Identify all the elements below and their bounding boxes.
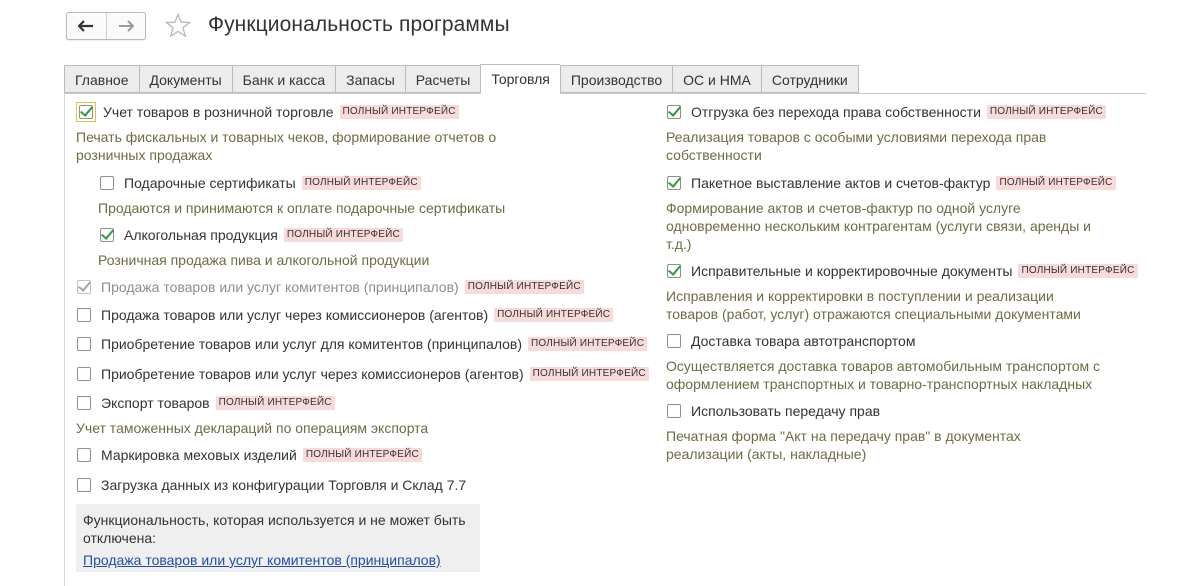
option-label: Загрузка данных из конфигурации Торговля и Склад 7.7 (101, 477, 467, 493)
arrow-right-icon (118, 20, 134, 32)
navigation-buttons (66, 12, 146, 40)
tab-main[interactable]: Главное (64, 65, 139, 93)
checkbox-checked-icon[interactable] (667, 176, 681, 190)
option-description: Осуществляется доставка товаров автомобильным транспортом с оформлением транспортных и товарно-транспортных накладных (666, 358, 1101, 392)
option-label: Алкогольная продукция (124, 227, 278, 243)
option-label: Использовать передачу прав (691, 403, 881, 419)
option-description: Формирование актов и счетов-фактур по одной услуге одновременно нескольким контрагентам (услуги связи, аренды и т.д.) (666, 200, 1091, 252)
full-interface-badge: ПОЛНЫЙ ИНТЕРФЕЙС (528, 337, 647, 351)
full-interface-badge: ПОЛНЫЙ ИНТЕРФЕЙС (494, 308, 613, 322)
info-text: Функциональность, которая используется и не может быть отключена: (83, 512, 466, 546)
option-purchase-for-principals[interactable] (77, 335, 647, 353)
checkbox-icon[interactable] (667, 334, 681, 348)
option-label: Маркировка меховых изделий (101, 447, 297, 463)
option-fur-marking[interactable] (77, 446, 422, 464)
option-label: Учет товаров в розничной торговле (103, 104, 334, 120)
option-label: Подарочные сертификаты (124, 175, 296, 191)
full-interface-badge: ПОЛНЫЙ ИНТЕРФЕЙС (1018, 264, 1137, 278)
info-panel (76, 504, 480, 572)
option-shipment-without-ownership[interactable] (667, 103, 1106, 121)
option-retail-accounting[interactable] (79, 103, 459, 121)
tab-bar (64, 64, 859, 94)
checkbox-icon[interactable] (100, 176, 114, 190)
option-agent-sales[interactable] (77, 306, 613, 324)
full-interface-badge: ПОЛНЫЙ ИНТЕРФЕЙС (530, 367, 649, 381)
option-label: Экспорт товаров (101, 395, 210, 411)
checkbox-checked-disabled-icon (77, 280, 91, 294)
option-description: Учет таможенных деклараций по операциям экспорта (76, 420, 429, 436)
full-interface-badge: ПОЛНЫЙ ИНТЕРФЕЙС (996, 176, 1115, 190)
checkbox-checked-icon[interactable] (667, 105, 681, 119)
arrow-left-icon (78, 20, 94, 32)
tab-fixed-assets[interactable]: ОС и НМА (672, 65, 761, 93)
option-batch-acts-invoices[interactable] (667, 174, 1116, 192)
panel-border (64, 93, 65, 586)
option-label: Пакетное выставление актов и счетов-фактур (691, 175, 991, 191)
option-label: Продажа товаров или услуг через комиссионеров (агентов) (101, 307, 489, 323)
option-load-trade-warehouse-77[interactable] (77, 476, 466, 494)
checkbox-icon[interactable] (77, 367, 91, 381)
option-description: Исправления и корректировки в поступлении и реализации товаров (работ, услуг) отражаются специальными документами (666, 288, 1081, 322)
option-label: Отгрузка без перехода права собственности (691, 104, 981, 120)
full-interface-badge: ПОЛНЫЙ ИНТЕРФЕЙС (465, 280, 584, 294)
option-rights-transfer[interactable] (667, 402, 880, 420)
full-interface-badge: ПОЛНЫЙ ИНТЕРФЕЙС (987, 105, 1106, 119)
option-alcohol-products[interactable] (100, 226, 403, 244)
option-label: Доставка товара автотранспортом (691, 333, 916, 349)
checkbox-icon[interactable] (77, 337, 91, 351)
tab-inventory[interactable]: Запасы (335, 65, 405, 93)
option-description: Розничная продажа пива и алкогольной продукции (98, 252, 430, 268)
checkbox-icon[interactable] (667, 404, 681, 418)
tab-employees[interactable]: Сотрудники (761, 65, 859, 93)
full-interface-badge: ПОЛНЫЙ ИНТЕРФЕЙС (216, 396, 335, 410)
option-label: Приобретение товаров или услуг для комитентов (принципалов) (101, 336, 523, 352)
tab-production[interactable]: Производство (560, 65, 672, 93)
option-purchase-via-agents[interactable] (77, 365, 649, 383)
page-title: Функциональность программы (208, 13, 510, 36)
option-description: Печать фискальных и товарных чеков, формирование отчетов о розничных продажах (76, 129, 497, 163)
option-gift-certificates[interactable] (100, 174, 421, 192)
checkbox-icon[interactable] (77, 478, 91, 492)
option-vehicle-delivery[interactable] (667, 332, 915, 350)
full-interface-badge: ПОЛНЫЙ ИНТЕРФЕЙС (340, 105, 459, 119)
full-interface-badge: ПОЛНЫЙ ИНТЕРФЕЙС (284, 228, 403, 242)
checkbox-checked-icon[interactable] (667, 264, 681, 278)
option-description: Продаются и принимаются к оплате подарочные сертификаты (98, 200, 506, 216)
focus-frame (76, 102, 96, 122)
checkbox-checked-icon[interactable] (100, 228, 114, 242)
tab-settlements[interactable]: Расчеты (405, 65, 481, 93)
checkbox-icon[interactable] (77, 448, 91, 462)
option-label: Исправительные и корректировочные документы (691, 263, 1013, 279)
tab-trade[interactable]: Торговля (480, 64, 559, 94)
forward-button[interactable] (106, 13, 146, 39)
checkbox-checked-icon[interactable] (79, 105, 93, 119)
tab-documents[interactable]: Документы (139, 65, 232, 93)
principal-sales-link[interactable]: Продажа товаров или услуг комитентов (принципалов) (83, 552, 441, 568)
checkbox-icon[interactable] (77, 396, 91, 410)
option-description: Реализация товаров с особыми условиями перехода прав собственности (666, 129, 1047, 163)
option-description: Печатная форма "Акт на передачу прав" в документах реализации (акты, накладные) (666, 428, 1021, 462)
option-principal-sales (77, 278, 584, 296)
option-export-goods[interactable] (77, 394, 335, 412)
star-icon[interactable] (165, 13, 191, 38)
option-label: Приобретение товаров или услуг через комиссионеров (агентов) (101, 366, 524, 382)
tab-divider (64, 93, 1146, 94)
option-label: Продажа товаров или услуг комитентов (принципалов) (101, 279, 459, 295)
back-button[interactable] (67, 13, 106, 39)
checkbox-icon[interactable] (77, 308, 91, 322)
tab-bank-cash[interactable]: Банк и касса (232, 65, 335, 93)
option-correction-documents[interactable] (667, 262, 1138, 280)
full-interface-badge: ПОЛНЫЙ ИНТЕРФЕЙС (303, 448, 422, 462)
full-interface-badge: ПОЛНЫЙ ИНТЕРФЕЙС (302, 176, 421, 190)
